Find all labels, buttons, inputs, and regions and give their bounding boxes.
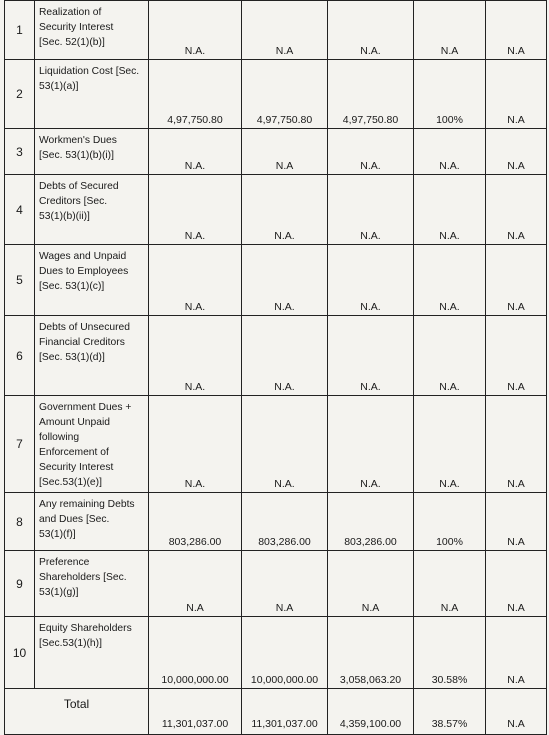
row-number: 4	[5, 175, 35, 245]
description-line: [Sec. 53(1)(b)(i)]	[39, 150, 114, 161]
value-cell: N.A	[414, 1, 486, 60]
value-cell: N.A.	[242, 175, 328, 245]
description-line: Amount Unpaid	[39, 417, 110, 428]
value-cell: 803,286.00	[242, 493, 328, 551]
value-cell: N.A.	[328, 129, 414, 175]
description-line: Enforcement of	[39, 447, 109, 458]
value-cell: N.A.	[149, 396, 242, 493]
value-cell: N.A	[414, 551, 486, 617]
table-row	[5, 60, 547, 129]
distribution-table	[4, 0, 547, 735]
value-cell: N.A.	[328, 1, 414, 60]
value-cell: N.A	[486, 316, 547, 396]
description-line: Wages and Unpaid	[39, 251, 127, 262]
value-cell: N.A.	[414, 316, 486, 396]
value-cell: 30.58%	[414, 617, 486, 689]
value-cell: N.A.	[414, 396, 486, 493]
description-line: [Sec. 53(1)(c)]	[39, 281, 105, 292]
value-cell: 803,286.00	[149, 493, 242, 551]
description-line: [Sec.53(1)(h)]	[39, 638, 102, 649]
total-value-cell: 11,301,037.00	[242, 689, 328, 735]
value-cell: N.A	[328, 551, 414, 617]
value-cell: N.A	[242, 129, 328, 175]
description-line: 53(1)(b)(ii)]	[39, 211, 90, 222]
description-line: 53(1)(a)]	[39, 81, 79, 92]
value-cell: N.A	[486, 1, 547, 60]
description-line: 53(1)(g)]	[39, 587, 79, 598]
row-description	[35, 245, 149, 316]
value-cell: N.A.	[328, 175, 414, 245]
value-cell: N.A	[486, 493, 547, 551]
table-row	[5, 1, 547, 60]
value-cell: N.A	[486, 175, 547, 245]
value-cell: 10,000,000.00	[149, 617, 242, 689]
value-cell: 100%	[414, 493, 486, 551]
table-row	[5, 316, 547, 396]
row-number: 10	[5, 617, 35, 689]
table-row	[5, 129, 547, 175]
value-cell: N.A.	[414, 175, 486, 245]
description-line: Workmen's Dues	[39, 135, 117, 146]
value-cell: N.A.	[328, 316, 414, 396]
value-cell: N.A.	[328, 396, 414, 493]
value-cell: N.A.	[328, 245, 414, 316]
row-number: 1	[5, 1, 35, 60]
value-cell: N.A	[486, 245, 547, 316]
row-description	[35, 60, 149, 129]
value-cell: 4,97,750.80	[149, 60, 242, 129]
description-line: Equity Shareholders	[39, 623, 132, 634]
total-value-cell: 38.57%	[414, 689, 486, 735]
description-line: 53(1)(f)]	[39, 529, 76, 540]
value-cell: N.A	[486, 551, 547, 617]
row-description	[35, 316, 149, 396]
description-line: Any remaining Debts	[39, 499, 135, 510]
value-cell: N.A	[486, 60, 547, 129]
row-number: 9	[5, 551, 35, 617]
value-cell: 4,97,750.80	[328, 60, 414, 129]
total-value-cell: 11,301,037.00	[149, 689, 242, 735]
row-description	[35, 493, 149, 551]
table-row	[5, 175, 547, 245]
value-cell: 3,058,063.20	[328, 617, 414, 689]
description-line: Government Dues +	[39, 402, 132, 413]
table-row	[5, 617, 547, 689]
description-line: Security Interest	[39, 462, 114, 473]
description-line: Liquidation Cost [Sec.	[39, 66, 140, 77]
description-line: Shareholders [Sec.	[39, 572, 127, 583]
table-row	[5, 551, 547, 617]
value-cell: N.A	[242, 551, 328, 617]
value-cell: N.A	[242, 1, 328, 60]
value-cell: N.A	[486, 617, 547, 689]
description-line: Security Interest	[39, 22, 114, 33]
description-line: [Sec. 53(1)(d)]	[39, 352, 105, 363]
row-description	[35, 551, 149, 617]
description-line: [Sec.53(1)(e)]	[39, 477, 102, 488]
value-cell: N.A.	[149, 316, 242, 396]
description-line: Realization of	[39, 7, 102, 18]
value-cell: N.A.	[242, 316, 328, 396]
total-row	[5, 689, 547, 735]
value-cell: N.A.	[149, 1, 242, 60]
value-cell: N.A.	[149, 175, 242, 245]
row-number: 8	[5, 493, 35, 551]
row-number: 6	[5, 316, 35, 396]
description-line: following	[39, 432, 80, 443]
description-line: [Sec. 52(1)(b)]	[39, 37, 105, 48]
total-label: Total	[5, 689, 149, 735]
row-number: 7	[5, 396, 35, 493]
table-row	[5, 245, 547, 316]
value-cell: N.A	[149, 551, 242, 617]
row-description	[35, 1, 149, 60]
row-description	[35, 129, 149, 175]
table-row	[5, 493, 547, 551]
value-cell: 803,286.00	[328, 493, 414, 551]
description-line: Debts of Secured	[39, 181, 119, 192]
value-cell: 4,97,750.80	[242, 60, 328, 129]
value-cell: N.A.	[414, 245, 486, 316]
table-row	[5, 396, 547, 493]
row-description	[35, 617, 149, 689]
value-cell: N.A	[486, 129, 547, 175]
row-number: 5	[5, 245, 35, 316]
value-cell: 100%	[414, 60, 486, 129]
value-cell: N.A.	[414, 129, 486, 175]
description-line: Creditors [Sec.	[39, 196, 108, 207]
description-line: and Dues [Sec.	[39, 514, 110, 525]
row-description	[35, 396, 149, 493]
value-cell: N.A.	[242, 396, 328, 493]
total-value-cell: 4,359,100.00	[328, 689, 414, 735]
value-cell: N.A	[486, 396, 547, 493]
row-number: 3	[5, 129, 35, 175]
description-line: Debts of Unsecured	[39, 322, 131, 333]
description-line: Dues to Employees	[39, 266, 129, 277]
value-cell: N.A.	[149, 129, 242, 175]
row-number: 2	[5, 60, 35, 129]
description-line: Financial Creditors	[39, 337, 125, 348]
total-value-cell: N.A	[486, 689, 547, 735]
row-description	[35, 175, 149, 245]
description-line: Preference	[39, 557, 90, 568]
value-cell: 10,000,000.00	[242, 617, 328, 689]
value-cell: N.A.	[242, 245, 328, 316]
value-cell: N.A.	[149, 245, 242, 316]
